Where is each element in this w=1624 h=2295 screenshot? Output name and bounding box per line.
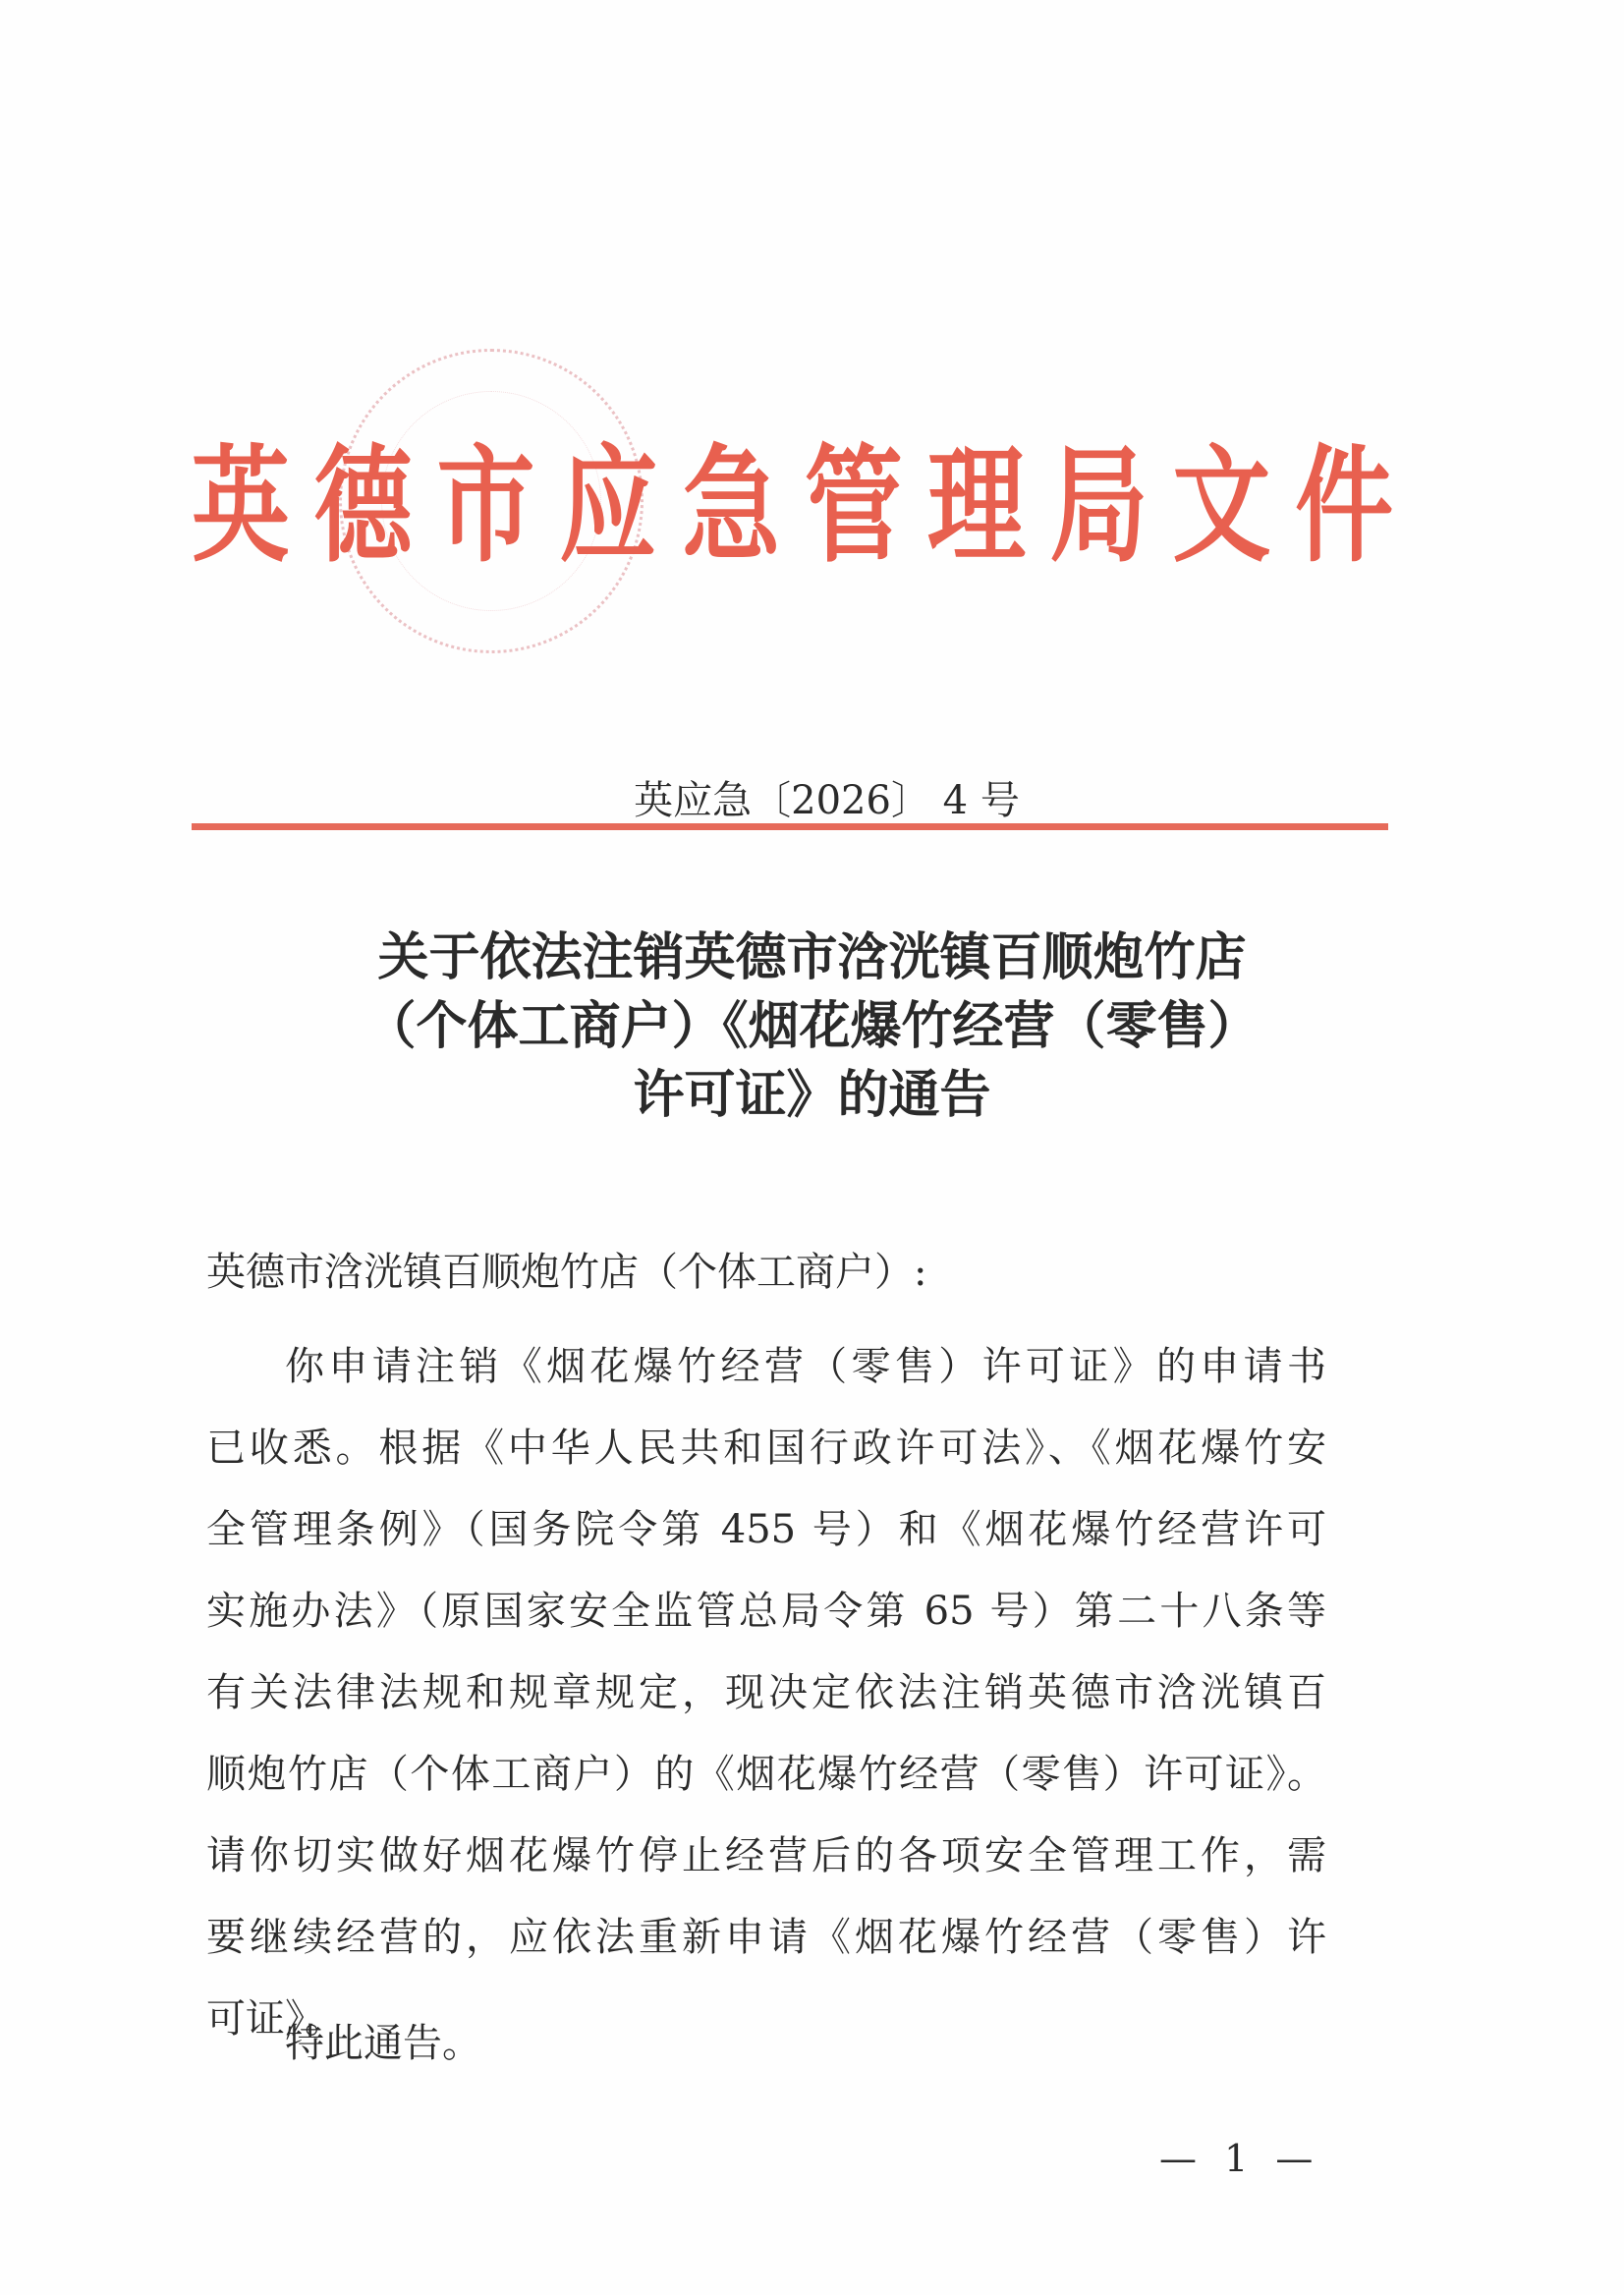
body-line: 有关法律法规和规章规定，现决定依法注销英德市浛洸镇百 bbox=[206, 1670, 1326, 1715]
masthead-char: 英 bbox=[192, 432, 290, 580]
body-line: 请你切实做好烟花爆竹停止经营后的各项安全管理工作，需 bbox=[206, 1833, 1326, 1878]
masthead-char: 件 bbox=[1295, 432, 1394, 580]
title-line: 许可证》的通告 bbox=[633, 1065, 991, 1125]
masthead-title bbox=[192, 432, 1394, 580]
masthead-char: 急 bbox=[682, 432, 781, 580]
document-number: 英应急〔2026〕 4 号 bbox=[634, 778, 1020, 823]
masthead-char: 德 bbox=[313, 432, 413, 580]
red-divider-rule bbox=[192, 823, 1388, 830]
closing-remark: 特此通告。 bbox=[285, 2021, 481, 2066]
title-line: 关于依法注销英德市浛洸镇百顺炮竹店 bbox=[377, 927, 1247, 987]
title-line: （个体工商户）《烟花爆竹经营（零售） bbox=[364, 996, 1260, 1056]
notice-body bbox=[206, 1326, 1326, 2060]
body-line: 实施办法》（原国家安全监管总局令第 65 号）第二十八条等 bbox=[206, 1589, 1326, 1634]
body-line: 要继续经营的，应依法重新申请《烟花爆竹经营（零售）许 bbox=[206, 1915, 1326, 1960]
body-line: 全管理条例》（国务院令第 455 号）和《烟花爆竹经营许可 bbox=[206, 1507, 1326, 1552]
masthead-char: 应 bbox=[559, 432, 658, 580]
masthead-char: 局 bbox=[1049, 432, 1148, 580]
page-number: — 1 — bbox=[1159, 2137, 1321, 2180]
salutation: 英德市浛洸镇百顺炮竹店（个体工商户）: bbox=[206, 1250, 927, 1295]
body-line: 顺炮竹店（个体工商户）的《烟花爆竹经营（零售）许可证》。 bbox=[206, 1752, 1326, 1797]
masthead-char: 文 bbox=[1172, 432, 1271, 580]
body-line: 可证》。 bbox=[206, 1996, 344, 2042]
body-line: 你申请注销《烟花爆竹经营（零售）许可证》的申请书 bbox=[285, 1344, 1326, 1389]
masthead-char: 理 bbox=[926, 432, 1026, 580]
masthead-char: 管 bbox=[805, 432, 903, 580]
notice-title bbox=[0, 924, 1624, 1130]
body-line: 已收悉。根据《中华人民共和国行政许可法》、《烟花爆竹安 bbox=[206, 1426, 1326, 1471]
masthead-char: 市 bbox=[436, 432, 535, 580]
